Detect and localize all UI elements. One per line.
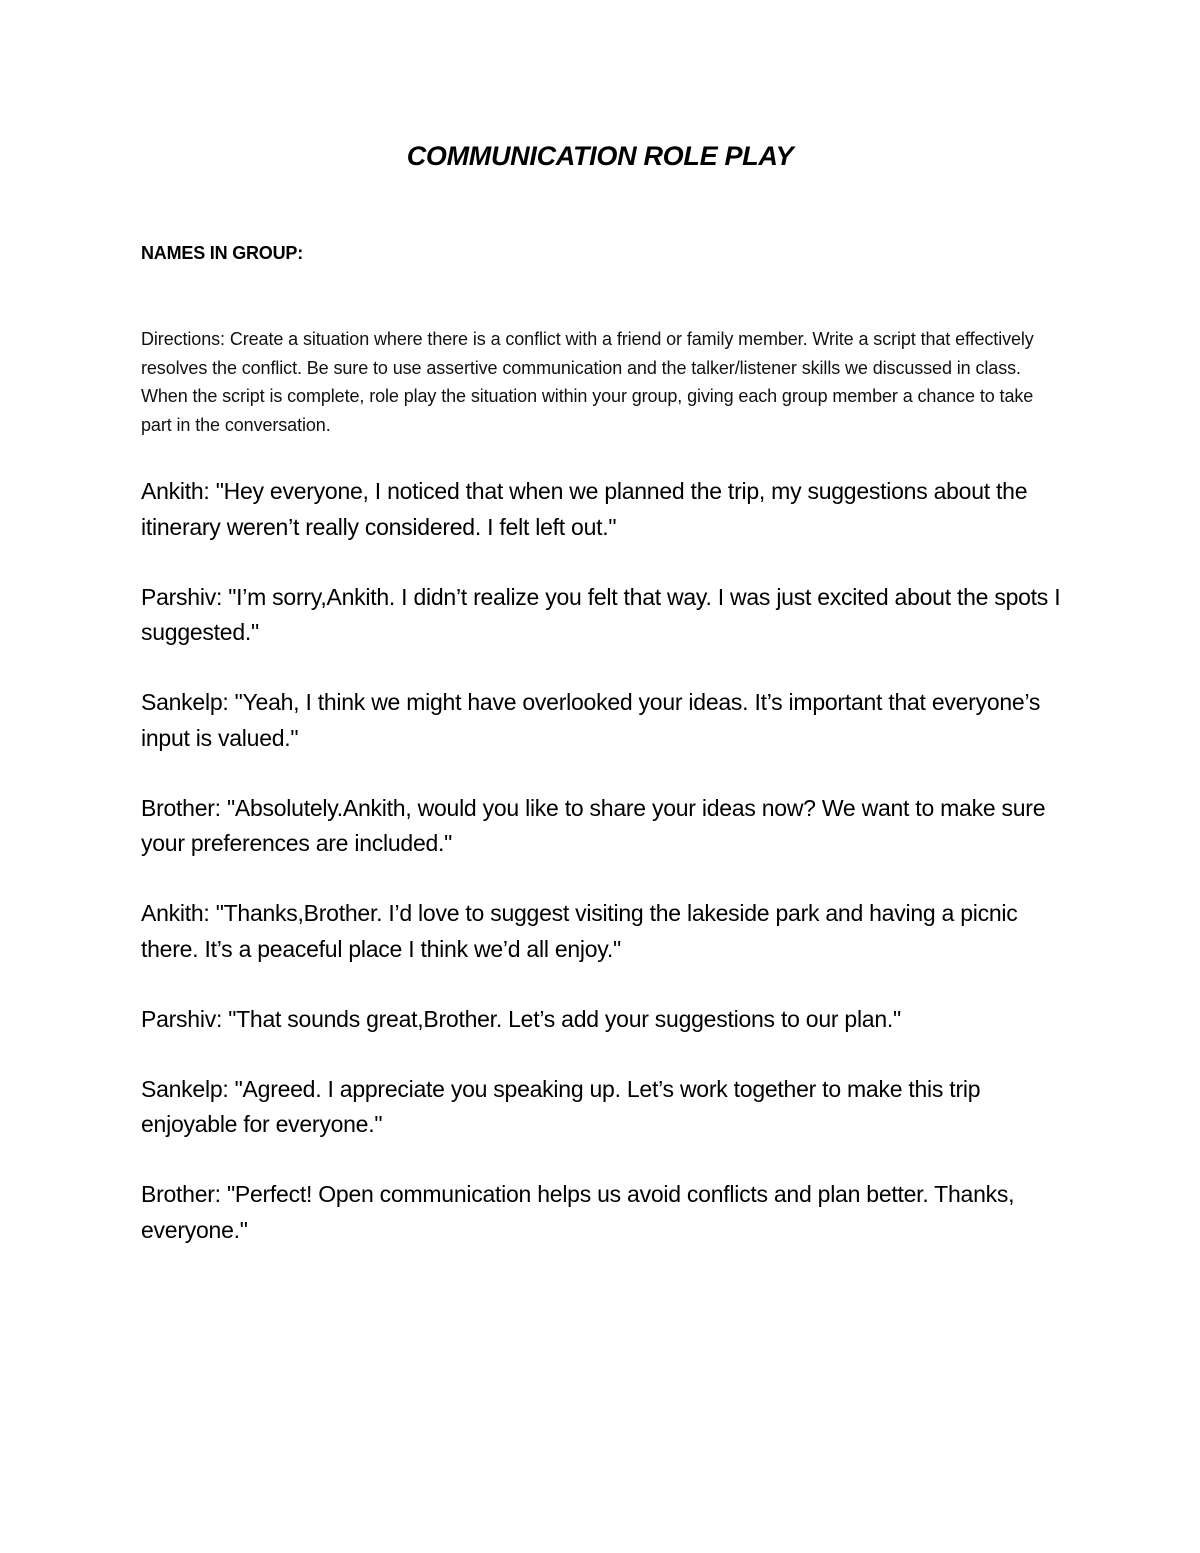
directions-paragraph: Directions: Create a situation where there is a conflict with a friend or family member. Write a script that effectively resolves the conflict. Be sure to use assertive communication and the talker/listener skills we discussed in class. When the script is complete, role play the situation within your group, giving each group member a chance to take part in the conversation. (141, 329, 1034, 435)
script-line-brother: Brother: "Perfect! Open communication helps us avoid conflicts and plan better. Thanks, everyone." (141, 1181, 1015, 1243)
role-play-script (141, 474, 1061, 1283)
script-line-ankith: Ankith: "Thanks,Brother. I’d love to suggest visiting the lakeside park and having a picnic there. It’s a peaceful place I think we’d all enjoy." (141, 900, 1018, 962)
document-title: COMMUNICATION ROLE PLAY (406, 141, 794, 171)
script-line-parshiv: Parshiv: "That sounds great,Brother. Let’s add your suggestions to our plan." (141, 1005, 901, 1032)
script-line-parshiv: Parshiv: "I’m sorry,Ankith. I didn’t realize you felt that way. I was just excited about the spots I suggested." (141, 583, 1061, 645)
names-in-group-label: NAMES IN GROUP: (141, 243, 304, 263)
script-line-ankith: Ankith: "Hey everyone, I noticed that when we planned the trip, my suggestions about the itinerary weren’t really considered. I felt left out." (141, 478, 1028, 540)
script-line-brother: Brother: "Absolutely.Ankith, would you like to share your ideas now? We want to make sure your preferences are included." (141, 794, 1046, 856)
script-line-sankelp: Sankelp: "Agreed. I appreciate you speaking up. Let’s work together to make this trip enjoyable for everyone." (141, 1075, 981, 1137)
script-line-sankelp: Sankelp: "Yeah, I think we might have overlooked your ideas. It’s important that everyone’s input is valued." (141, 689, 1041, 751)
